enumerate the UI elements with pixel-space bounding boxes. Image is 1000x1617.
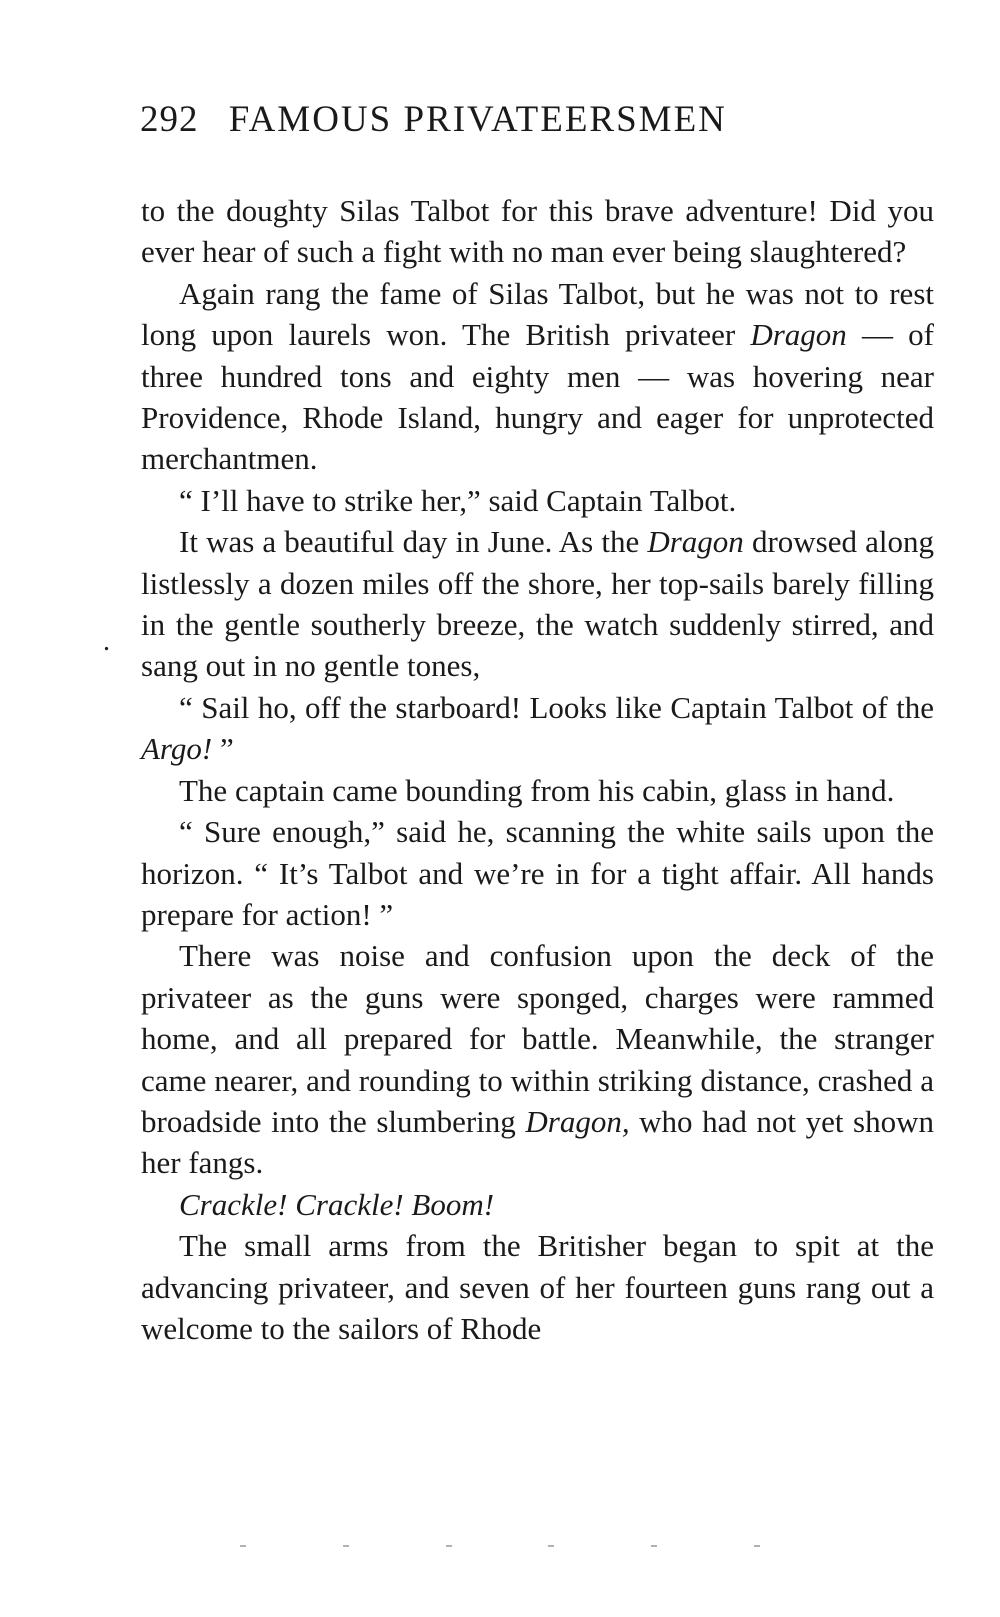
footer-dot <box>754 1545 760 1547</box>
footer-print-artifact <box>240 1545 760 1551</box>
ship-name-dragon: Dragon <box>750 317 847 353</box>
paragraph-6: The captain came bounding from his cabin, glass in hand. <box>179 772 895 808</box>
paragraph-5-text-a: “ Sail ho, off the starboard! Looks like Captain Talbot of the <box>179 689 934 725</box>
paragraph-2-text-a: Again rang the fame of Silas Talbot, but he was not to rest long upon laurels won. The British privateer <box>141 275 934 353</box>
margin-mark: . <box>103 626 110 657</box>
footer-dot <box>548 1545 554 1547</box>
paragraph-9 <box>141 1184 934 1225</box>
paragraph-4-text-a: It was a beautiful day in June. As the <box>179 524 648 560</box>
paragraph-4 <box>141 521 934 687</box>
paragraph-2 <box>141 273 934 480</box>
paragraph-2-text-b: — of three hundred tons and eighty men — was hovering near Providence, Rhode Island, hungry and eager for unprotected merchantmen. <box>141 317 935 477</box>
ship-name-dragon: Dragon, <box>525 1103 630 1139</box>
paragraph-1: to the doughty Silas Talbot for this brave adventure! Did you ever hear of such a fight with no man ever being slaughtered? <box>141 193 934 270</box>
running-title: FAMOUS PRIVATEERSMEN <box>228 99 727 140</box>
footer-dot <box>343 1545 349 1547</box>
page-number: 292 <box>140 99 199 140</box>
paragraph-3: “ I’ll have to strike her,” said Captain Talbot. <box>179 482 737 518</box>
paragraph-10: The small arms from the Britisher began to spit at the advancing privateer, and seven of her fourteen guns rang out a welcome to the sailors of Rhode <box>141 1228 934 1346</box>
paragraph-8-text-a: There was noise and confusion upon the deck of the privateer as the guns were sponged, charges were rammed home, and all prepared for battle. Meanwhile, the stranger came nearer, and rounding to within striking distance, crashed a broadside into the slumbering <box>141 938 934 1139</box>
footer-dot <box>240 1545 246 1547</box>
paragraph-5-text-b: ” <box>212 731 234 767</box>
paragraph-5 <box>141 687 934 770</box>
ship-name-argo: Argo! <box>141 731 213 767</box>
paragraph-8-text-b: who had not yet shown her fangs. <box>141 1103 934 1181</box>
page-body <box>141 190 934 1349</box>
sound-effect: Crackle! Crackle! Boom! <box>179 1186 495 1222</box>
paragraph-8 <box>141 935 934 1183</box>
footer-dot <box>651 1545 657 1547</box>
page-header <box>140 98 940 148</box>
paragraph-7: “ Sure enough,” said he, scanning the white sails upon the horizon. “ It’s Talbot and we’re in for a tight affair. All hands prepare for action! ” <box>141 814 934 932</box>
ship-name-dragon: Dragon <box>647 524 744 560</box>
paragraph-4-text-b: drowsed along listlessly a dozen miles off the shore, her top-sails barely filling in the gentle southerly breeze, the watch suddenly stirred, and sang out in no gentle tones, <box>141 524 934 684</box>
footer-dot <box>446 1545 452 1547</box>
